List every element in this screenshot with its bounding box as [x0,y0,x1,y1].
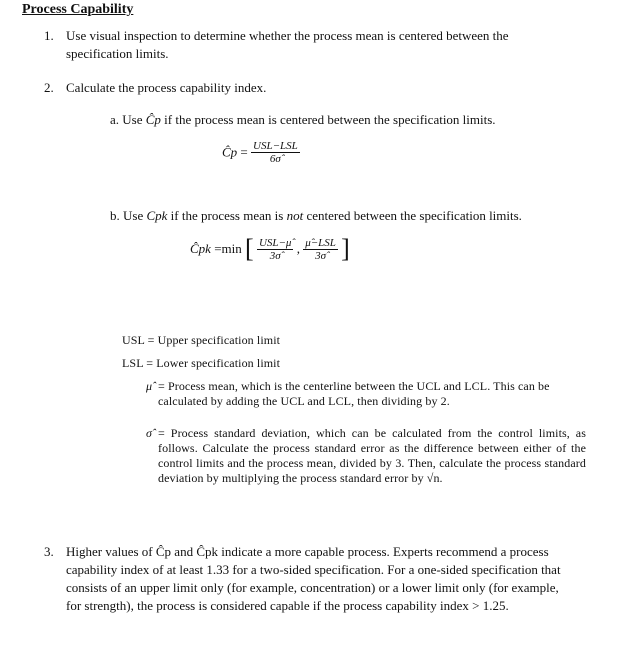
formula-cp-equals: = [240,144,248,160]
definition-sigma-text: = Process standard deviation, which can be calculated from the control limits, as follows. Calculate the process standard error as the difference between either of the control limits and the process mean, divided by 3. Then, calculate the process standard deviation by multiplying the process standard error by √n. [158,426,586,485]
sub-a-label: a. [110,112,120,127]
formula-cpk-den-2: 3σ̂ [315,249,327,262]
item-2-text: Calculate the process capability index. [66,80,267,95]
sub-b-emphasis: not [286,208,304,223]
sub-b-pre: if the process mean is [170,208,284,223]
item-3-number: 3. [44,544,54,559]
formula-cp-lhs: Ĉp [222,144,238,160]
formula-cpk-num-2: μ̂−LSL [305,236,336,249]
left-bracket: [ [245,234,254,263]
definition-lsl: LSL = Lower specification limit [122,356,281,370]
sub-b-use: Use [123,208,144,223]
formula-cpk-fraction-1 [257,237,294,262]
sub-item-a [110,111,580,129]
formula-cpk-lhs: Ĉpk [190,241,211,256]
sigma-symbol: σ̂ [146,426,153,440]
formula-cpk-den-1: 3σ̂ [269,249,281,262]
definition-mu-text: = Process mean, which is the centerline between the UCL and LCL. This can be calculated by adding the UCL and LCL, then dividing by 2. [158,379,550,408]
formula-cp-denominator: 6σ̂ [269,153,281,165]
item-2-number: 2. [44,80,54,95]
definition-mu [158,379,586,409]
sub-a-rest: if the process mean is centered between the specification limits. [164,112,496,127]
sub-item-b [110,207,590,225]
sub-b-post: centered between the specification limits. [306,208,522,223]
formula-cpk-fraction-2 [303,237,338,262]
definition-sigma [158,426,586,486]
formula-cpk-num-1: USL−μ̂ [258,236,292,249]
item-1-text: Use visual inspection to determine whether the process mean is centered between the specification limits. [66,28,509,61]
sub-b-symbol: Cpk [146,208,168,223]
formula-cpk-min: =min [214,241,242,256]
right-bracket: ] [341,234,350,263]
formula-cpk-separator: , [296,241,300,256]
sub-b-label: b. [110,208,120,223]
formula-cp-numerator: USL−LSL [253,140,298,152]
item-1-number: 1. [44,28,54,43]
formula-cpk [190,234,350,264]
sub-a-use: Use [122,112,143,127]
definition-usl: USL = Upper specification limit [122,333,281,347]
page-title: Process Capability [22,2,134,17]
item-3-text: Higher values of Ĉp and Ĉpk indicate a more capable process. Experts recommend a process capability index of at least 1.33 for a two-sided specification. For a one-sided specification that consists of an upper limit only (for example, concentration) or a lower limit only (for example, for strength), the process is considered capable if the process capability index > 1.25. [66,544,561,613]
formula-cp [222,140,300,165]
formula-cp-fraction [251,140,300,165]
mu-symbol: μ̂ [146,379,153,393]
sub-a-symbol: Ĉp [145,112,161,127]
